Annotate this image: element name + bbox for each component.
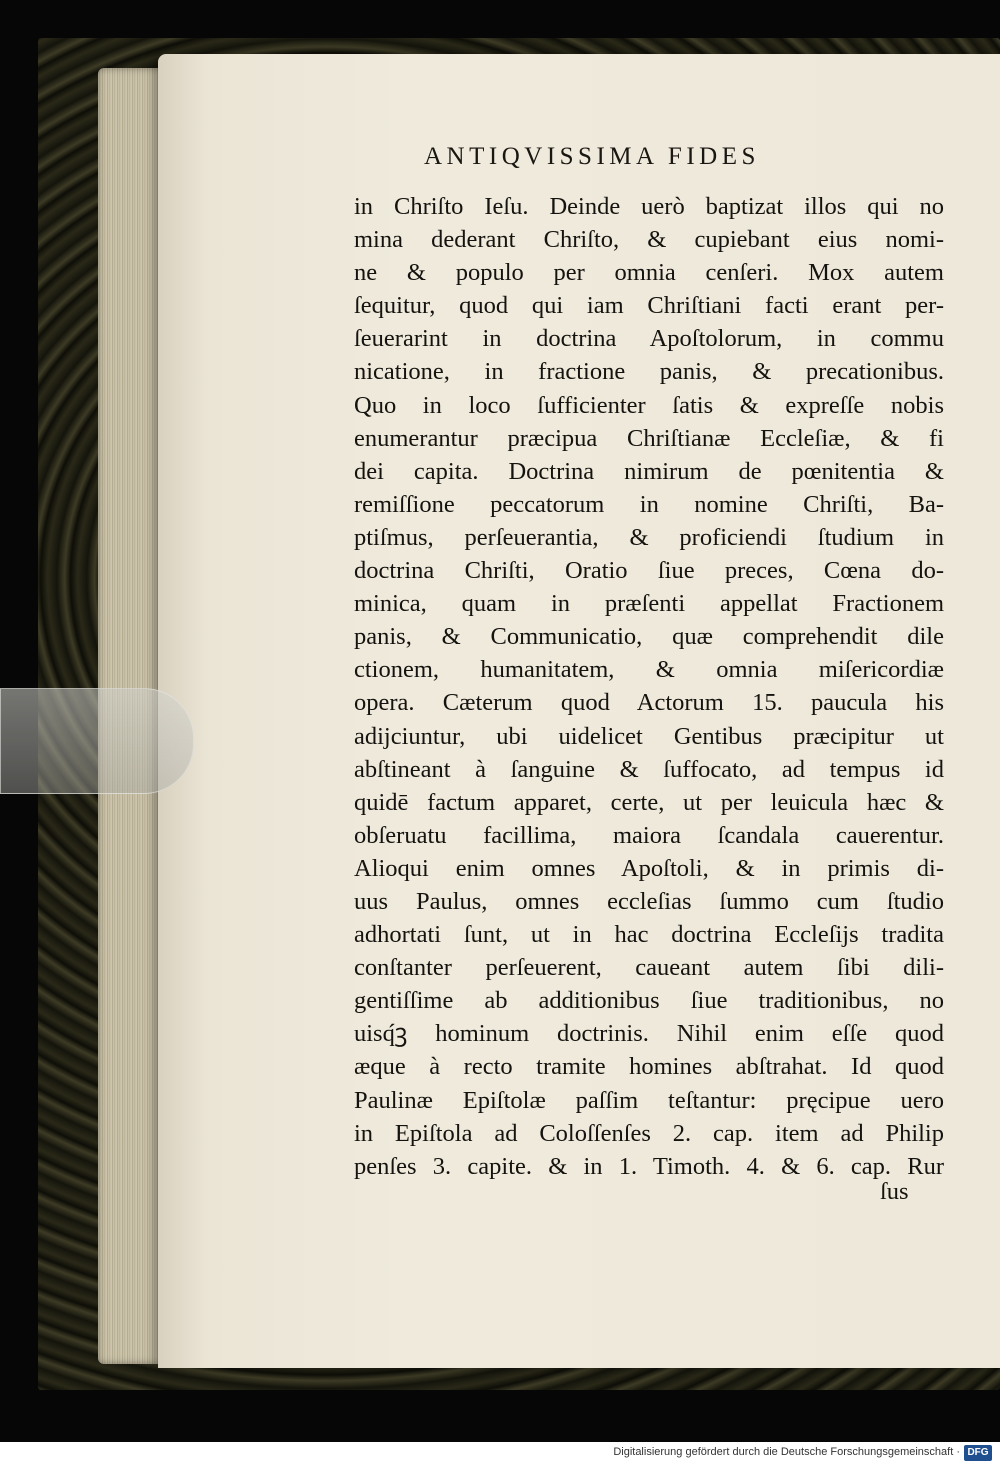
text-line: conſtanter perſeuerent, caueant autem ſibi dili-	[354, 954, 944, 982]
text-line: æque à recto tramite homines abſtrahat. Id quod	[354, 1053, 944, 1081]
text-line: penſes 3. capite. & in 1. Timoth. 4. & 6. cap. Rur	[354, 1152, 944, 1180]
text-block	[354, 190, 944, 1183]
page-clip	[0, 688, 194, 794]
text-line: minica, quam in præſenti appellat Fractionem	[354, 590, 944, 618]
text-line: abſtineant à ſanguine & ſuffocato, ad tempus id	[354, 755, 944, 783]
dfg-logo-icon: DFG	[964, 1445, 992, 1461]
text-line: ſequitur, quod qui iam Chriſtiani facti erant per-	[354, 292, 944, 320]
text-line: in Epiſtola ad Coloſſenſes 2. cap. item ad Philip	[354, 1119, 944, 1147]
text-line: uisq́ꝫ hominum doctrinis. Nihil enim eſſe quod	[354, 1020, 944, 1048]
text-line: quidē factum apparet, certe, ut per leuicula hæc &	[354, 788, 944, 816]
text-line: adijciuntur, ubi uidelicet Gentibus præcipitur ut	[354, 722, 944, 750]
text-line: remiſſione peccatorum in nomine Chriſti, Ba-	[354, 490, 944, 518]
text-line: in Chriſto Ieſu. Deinde uerò baptizat illos qui no	[354, 193, 944, 220]
text-line: ptiſmus, perſeuerantia, & proficiendi ſtudium in	[354, 523, 944, 551]
text-line: ctionem, humanitatem, & omnia miſericordiæ	[354, 656, 944, 684]
text-line: Paulinæ Epiſtolæ paſſim teſtantur: pręcipue uero	[354, 1086, 944, 1114]
text-line: Quo in loco ſufficienter ſatis & expreſſe nobis	[354, 391, 944, 419]
catchword: ſus	[880, 1178, 909, 1205]
text-line: gentiſſime ab additionibus ſiue traditionibus, no	[354, 987, 944, 1015]
text-line: panis, & Communicatio, quæ comprehendit dile	[354, 623, 944, 651]
text-line: ſeuerarint in doctrina Apoſtolorum, in commu	[354, 325, 944, 353]
text-line: mina dederant Chriſto, & cupiebant eius nomi-	[354, 226, 944, 254]
text-line: nicatione, in fractione panis, & precationibus.	[354, 358, 944, 386]
text-line: adhortati ſunt, ut in hac doctrina Eccleſijs tradita	[354, 921, 944, 949]
footer-bar	[0, 1442, 1000, 1466]
text-line: ne & populo per omnia cenſeri. Mox autem	[354, 259, 944, 287]
text-line: uus Paulus, omnes eccleſias ſummo cum ſtudio	[354, 887, 944, 915]
text-line: enumerantur præcipua Chriſtianæ Eccleſiæ, & fi	[354, 424, 944, 452]
text-line: dei capita. Doctrina nimirum de pœnitentia &	[354, 457, 944, 485]
funding-notice: Digitalisierung gefördert durch die Deutsche Forschungsgemeinschaft ·	[613, 1446, 960, 1458]
text-line: opera. Cæterum quod Actorum 15. paucula his	[354, 689, 944, 717]
text-line: doctrina Chriſti, Oratio ſiue preces, Cœna do-	[354, 557, 944, 585]
text-line: Alioqui enim omnes Apoſtoli, & in primis di-	[354, 854, 944, 882]
running-head: ANTIQVISSIMA FIDES	[424, 143, 760, 170]
text-line: obſeruatu facillima, maiora ſcandala cauerentur.	[354, 821, 944, 849]
